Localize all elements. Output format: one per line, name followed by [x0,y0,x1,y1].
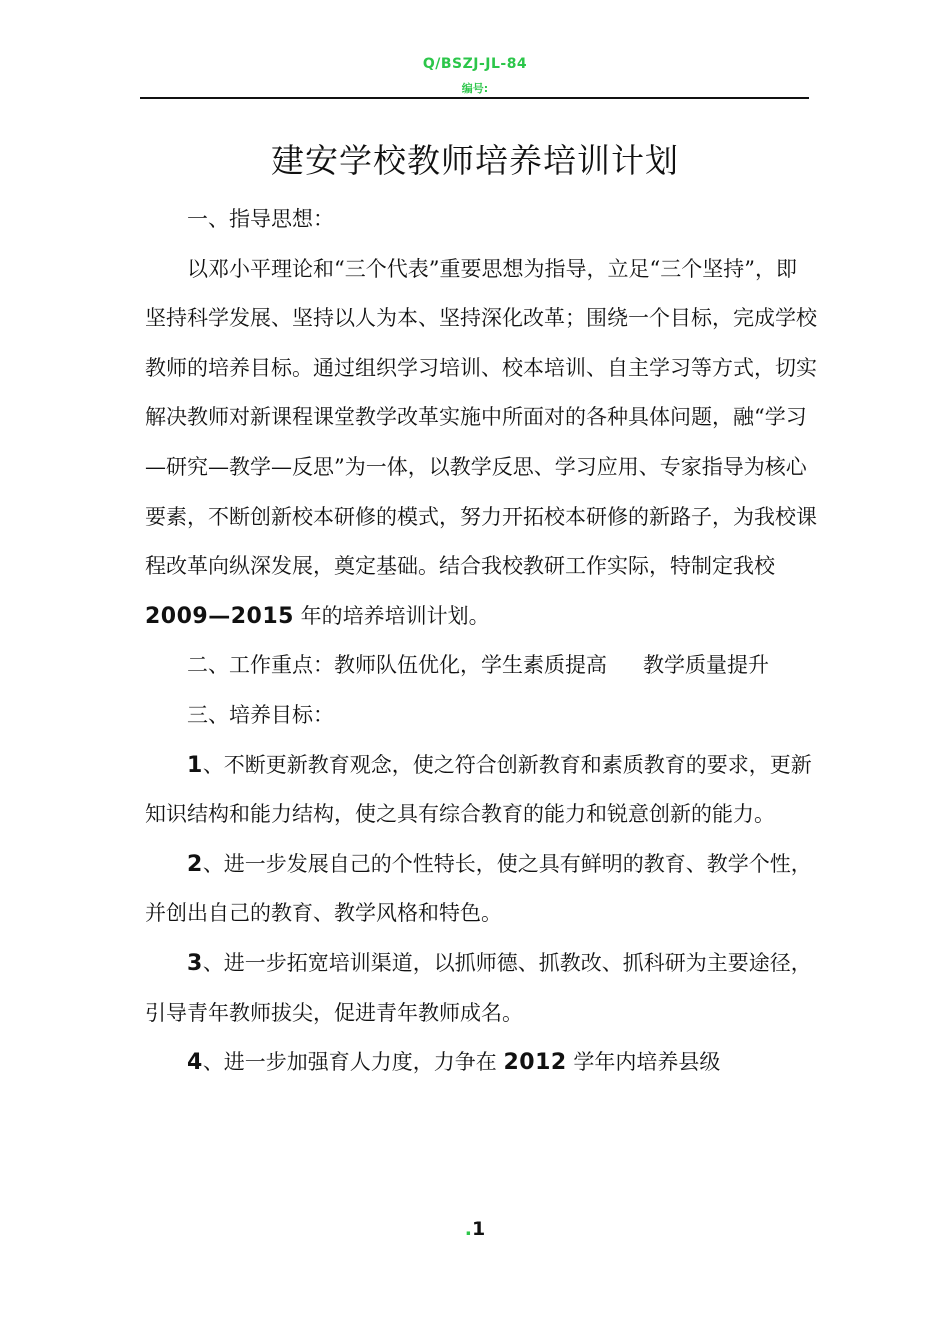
goal-item-2-number: 2 [187,851,203,877]
goal-item-1-text: 、不断更新教育观念，使之符合创新教育和素质教育的要求，更新知识结构和能力结构，使之具有综合教育的能力和锐意创新的能力。 [145,752,812,827]
goal-item-3-text: 、进一步拓宽培训渠道，以抓师德、抓教改、抓科研为主要途径，引导青年教师拔尖，促进青年教师成名。 [145,950,812,1025]
goal-item-4-number: 4 [187,1050,203,1076]
page-footer [0,1218,950,1240]
section-1-heading: 一、指导思想： [187,207,334,231]
goal-item-4 [145,1038,817,1088]
footer-dot: . [464,1218,472,1240]
section-2-tail: 教学质量提升 [643,653,769,678]
document-code: Q/BSZJ-JL-84 [422,56,528,72]
header-rule [140,97,809,99]
section-1-text-a: 以邓小平理论和“三个代表”重要思想为指导，立足“三个坚持”，即坚持科学发展、坚持以人为本、坚持深化改革；围绕一个目标，完成学校教师的培养目标。通过组织学习培训、校本培训、自主学习等方式，切实解决教师对新课程课堂教学改革实施中所面对的各种具体问题，融“学习—研究—教学—反思”为一体，以教学反思、学习应用、专家指导为核心要素，不断创新校本研修的模式，努力开拓校本研修的新路子，为我校课程改革向纵深发展，奠定基础。结合我校教研工作实际，特制定我校 [145,256,817,579]
goal-item-3 [145,939,817,1038]
document-body [145,195,817,1088]
section-2-heading-text: 二、工作重点：教师队伍优化，学生素质提高 [187,653,607,678]
section-1-text-b: 年的培养培训计划。 [300,603,490,628]
goal-item-2 [145,840,817,939]
document-title: 建安学校教师培养培训计划 [271,141,679,180]
goal-item-4-text-a: 、进一步加强育人力度，力争在 [202,1050,497,1075]
goal-item-3-number: 3 [187,950,203,976]
goal-item-4-text-b: 学年内培养县级 [573,1050,721,1075]
goal-item-1 [145,741,817,840]
section-1-paragraph [145,245,817,642]
document-number-label: 编号: [461,82,489,95]
goal-item-2-text: 、进一步发展自己的个性特长，使之具有鲜明的教育、教学个性，并创出自己的教育、教学风格和特色。 [145,851,812,926]
year-range: 2009—2015 [145,603,294,629]
goal-item-4-year: 2012 [503,1050,567,1076]
page-number: 1 [471,1218,486,1240]
goal-item-1-number: 1 [187,752,203,778]
section-3-heading: 三、培养目标： [187,702,334,727]
section-2-heading [145,641,817,691]
